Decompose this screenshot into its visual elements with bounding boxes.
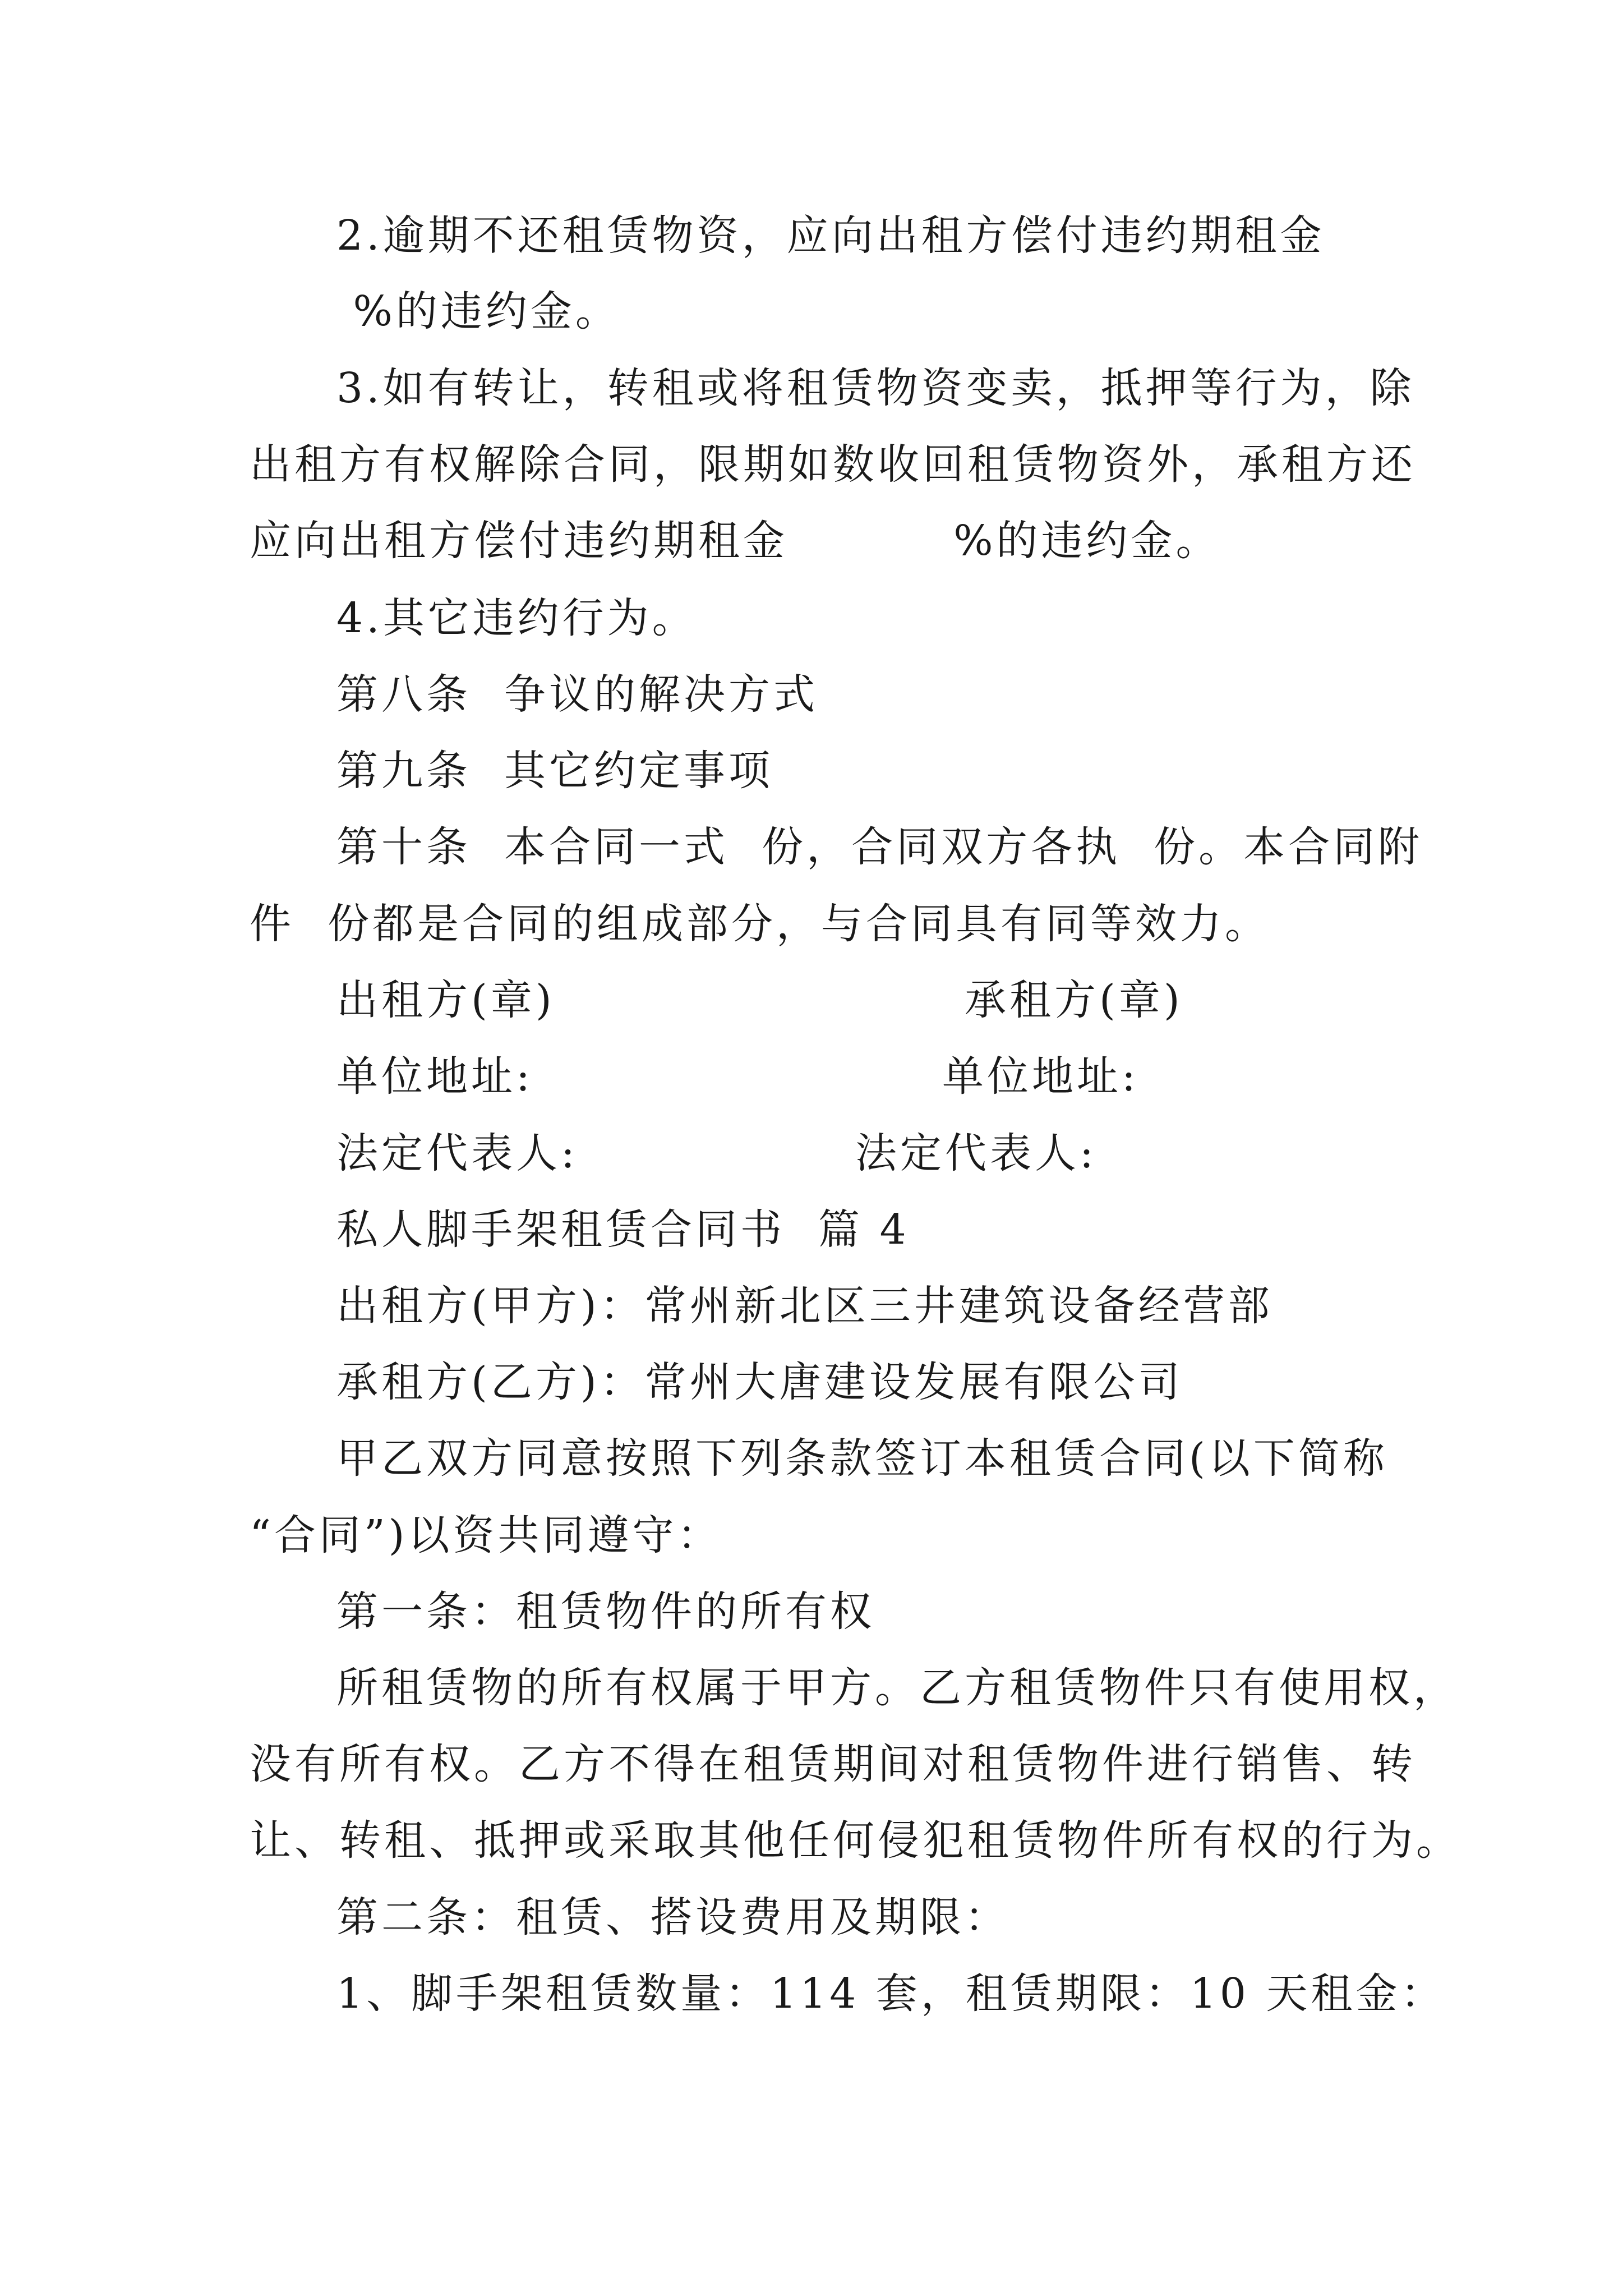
lessor-address-label: 单位地址: bbox=[336, 1052, 533, 1101]
article-2-item-1: 1、脚手架租赁数量：114 套，租赁期限：10 天租金： bbox=[336, 1970, 1446, 2018]
lessee-seal-label: 承租方(章) bbox=[965, 976, 1183, 1024]
clause-overdue-return-cont: %的违约金。 bbox=[336, 287, 620, 335]
lessor-seal-label: 出租方(章) bbox=[336, 976, 555, 1024]
article-2-title: 第二条：租赁、搭设费用及期限： bbox=[336, 1893, 1009, 1941]
clause-transfer-cont-2: 应向出租方偿付违约期租金 %的违约金。 bbox=[250, 517, 1221, 565]
clause-transfer: 3.如有转让，转租或将租赁物资变卖，抵押等行为，除 bbox=[336, 364, 1415, 412]
article-1-body: 所租赁物的所有权属于甲方。乙方租赁物件只有使用权， bbox=[336, 1664, 1458, 1712]
section-title: 私人脚手架租赁合同书 篇 4 bbox=[336, 1205, 910, 1254]
article-10: 第十条 本合同一式 份，合同双方各执 份。本合同附 bbox=[336, 823, 1423, 871]
lessee-address-label: 单位地址: bbox=[942, 1052, 1139, 1101]
party-a: 出租方(甲方)：常州新北区三井建筑设备经营部 bbox=[336, 1282, 1273, 1330]
article-8: 第八条 争议的解决方式 bbox=[336, 670, 819, 719]
party-b: 承租方(乙方)：常州大唐建设发展有限公司 bbox=[336, 1358, 1183, 1406]
clause-transfer-cont-1: 出租方有权解除合同，限期如数收回租赁物资外，承租方还 bbox=[250, 440, 1416, 489]
article-1-body-cont-1: 没有所有权。乙方不得在租赁期间对租赁物件进行销售、转 bbox=[250, 1740, 1416, 1788]
preamble-cont: “合同”)以资共同遵守： bbox=[250, 1511, 722, 1559]
article-1-title: 第一条：租赁物件的所有权 bbox=[336, 1588, 875, 1636]
clause-other-breach: 4.其它违约行为。 bbox=[336, 594, 697, 642]
article-9: 第九条 其它约定事项 bbox=[336, 747, 774, 795]
article-10-cont: 件 份都是合同的组成部分，与合同具有同等效力。 bbox=[250, 900, 1270, 948]
preamble: 甲乙双方同意按照下列条款签订本租赁合同(以下简称 bbox=[336, 1434, 1388, 1483]
article-1-body-cont-2: 让、转租、抵押或采取其他任何侵犯租赁物件所有权的行为。 bbox=[250, 1816, 1461, 1865]
clause-overdue-return: 2.逾期不还租赁物资，应向出租方偿付违约期租金 bbox=[336, 211, 1325, 260]
lessor-rep-label: 法定代表人: bbox=[336, 1129, 578, 1177]
lessee-rep-label: 法定代表人: bbox=[855, 1129, 1097, 1177]
